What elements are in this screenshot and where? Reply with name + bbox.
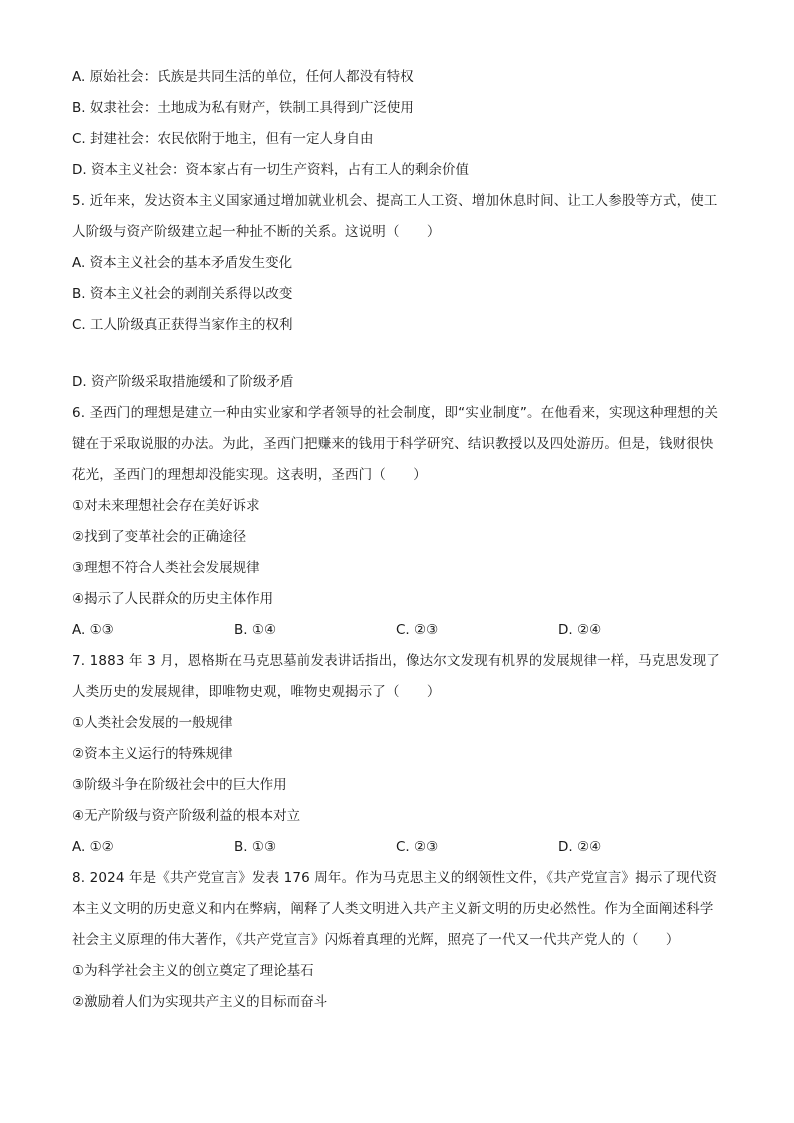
q7-choice-a: A. ①② <box>72 839 114 855</box>
q6-item-4: ④揭示了人民群众的历史主体作用 <box>72 591 274 607</box>
q4-option-b: B. 奴隶社会：土地成为私有财产，铁制工具得到广泛使用 <box>72 100 414 116</box>
q7-choice-d: D. ②④ <box>558 839 602 855</box>
q6-stem: 6. 圣西门的理想是建立一种由实业家和学者领导的社会制度，即“实业制度”。在他看来，实现这种理想的关键在于采取说服的办法。为此，圣西门把赚来的钱用于科学研究、结识教授以及四处游历。但是，钱财很快花光，圣西门的理想却没能实现。这表明，圣西门（ ） <box>72 405 719 483</box>
q7-item-3: ③阶级斗争在阶级社会中的巨大作用 <box>72 777 287 793</box>
q5-option-d: D. 资产阶级采取措施缓和了阶级矛盾 <box>72 374 294 390</box>
q5-option-c: C. 工人阶级真正获得当家作主的权利 <box>72 317 293 333</box>
q4-option-a: A. 原始社会：氏族是共同生活的单位，任何人都没有特权 <box>72 69 414 85</box>
q4-option-d: D. 资本主义社会：资本家占有一切生产资料，占有工人的剩余价值 <box>72 162 469 178</box>
q7-item-1: ①人类社会发展的一般规律 <box>72 715 233 731</box>
q6-item-3: ③理想不符合人类社会发展规律 <box>72 560 260 576</box>
q4-option-c: C. 封建社会：农民依附于地主，但有一定人身自由 <box>72 131 374 147</box>
q7-stem: 7. 1883 年 3 月，恩格斯在马克思墓前发表讲话指出，像达尔文发现有机界的发展规律一样，马克思发现了人类历史的发展规律，即唯物史观，唯物史观揭示了（ ） <box>72 653 720 700</box>
q7-choice-b: B. ①③ <box>234 839 277 855</box>
q7-item-4: ④无产阶级与资产阶级利益的根本对立 <box>72 808 301 824</box>
q7-choice-c: C. ②③ <box>396 839 439 855</box>
q8-item-1: ①为科学社会主义的创立奠定了理论基石 <box>72 963 314 979</box>
q6-choice-d: D. ②④ <box>558 622 602 638</box>
q7-item-2: ②资本主义运行的特殊规律 <box>72 746 233 762</box>
q8-stem: 8. 2024 年是《共产党宣言》发表 176 周年。作为马克思主义的纲领性文件，《共产党宣言》揭示了现代资本主义文明的历史意义和内在弊病，阐释了人类文明进入共产主义新文明的历史必然性。作为全面阐述科学社会主义原理的伟大著作，《共产党宣言》闪烁着真理的光辉，照亮了一代又一代共产党人的（ ） <box>72 870 718 948</box>
q6-choice-a: A. ①③ <box>72 622 114 638</box>
q7-choices <box>72 832 722 863</box>
q6-choice-b: B. ①④ <box>234 622 277 638</box>
q6-item-1: ①对未来理想社会存在美好诉求 <box>72 498 260 514</box>
q5-option-b: B. 资本主义社会的剥削关系得以改变 <box>72 286 293 302</box>
blank-gap <box>72 341 722 367</box>
q6-choices <box>72 615 722 646</box>
q6-item-2: ②找到了变革社会的正确途径 <box>72 529 247 545</box>
q8-item-2: ②激励着人们为实现共产主义的目标而奋斗 <box>72 994 328 1010</box>
q6-choice-c: C. ②③ <box>396 622 439 638</box>
q5-stem: 5. 近年来，发达资本主义国家通过增加就业机会、提高工人工资、增加休息时间、让工人参股等方式，使工人阶级与资产阶级建立起一种扯不断的关系。这说明（ ） <box>72 193 718 240</box>
exam-page <box>72 62 722 1018</box>
q5-option-a: A. 资本主义社会的基本矛盾发生变化 <box>72 255 293 271</box>
